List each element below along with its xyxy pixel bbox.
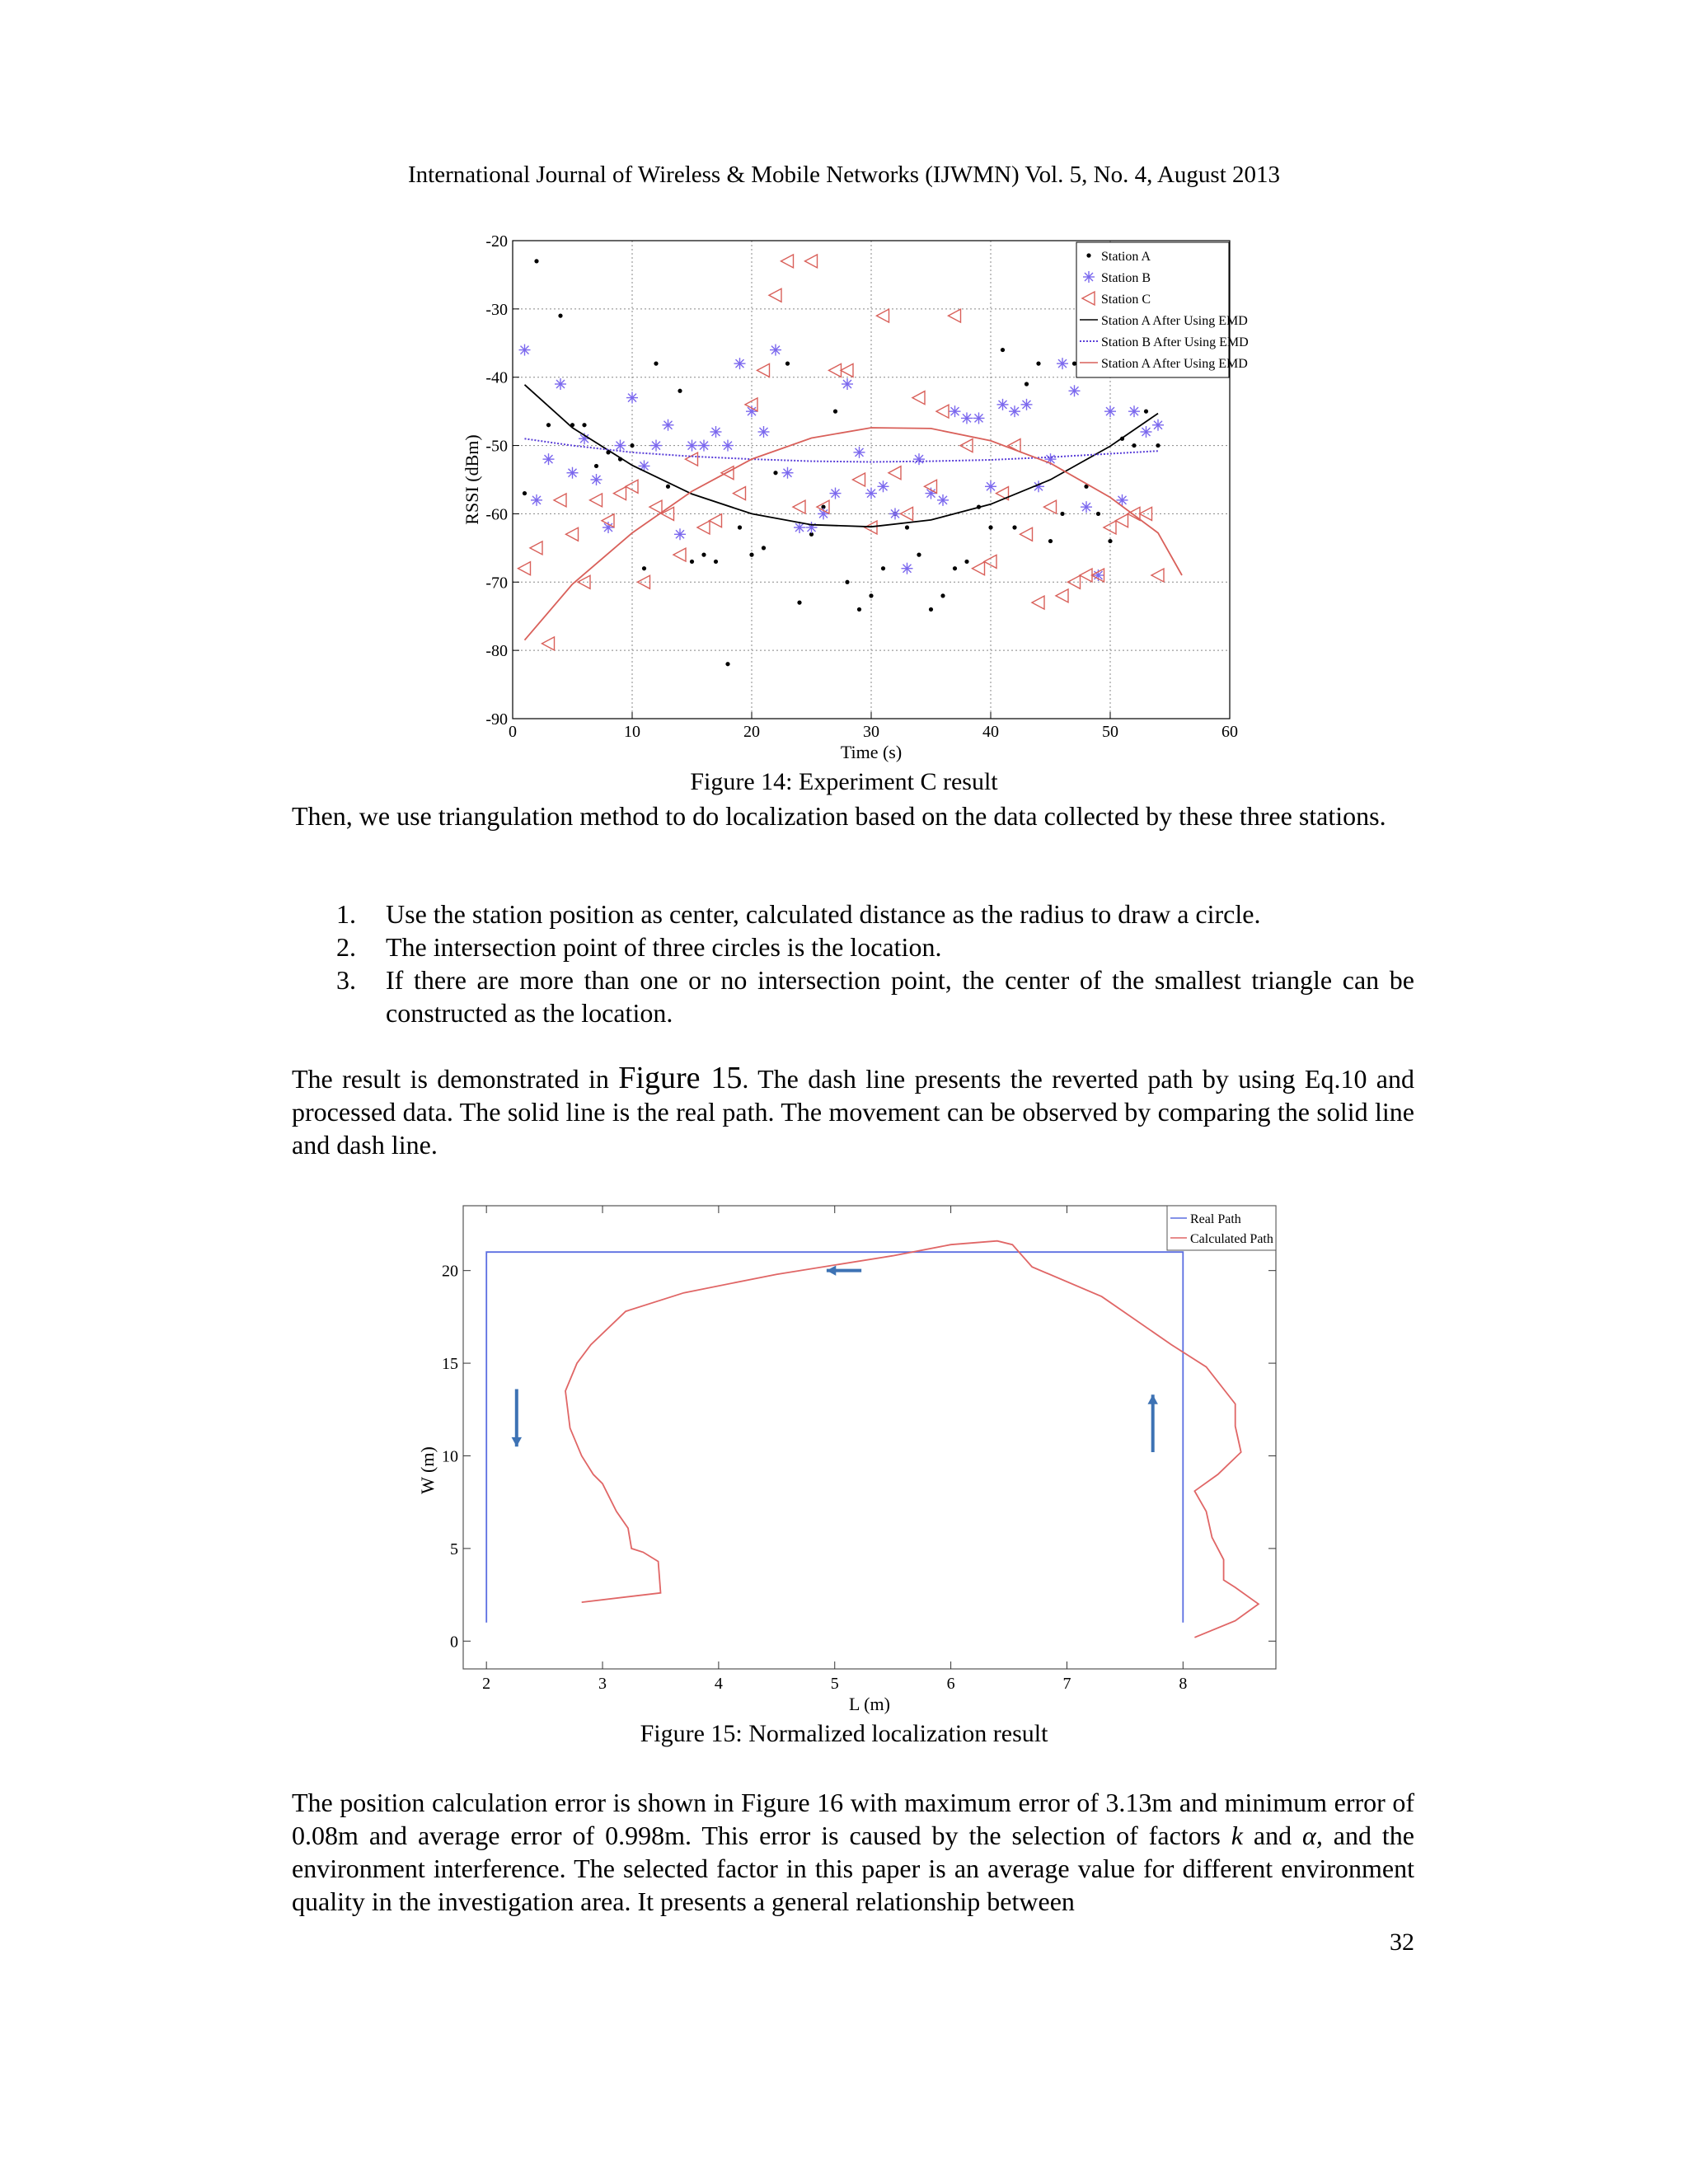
f14-point-station-c xyxy=(530,541,542,555)
f14-emd-line xyxy=(525,385,1159,527)
f14-point-station-b xyxy=(961,412,973,424)
f14-point-station-a xyxy=(1036,362,1040,366)
f14-x-axis-label: Time (s) xyxy=(840,742,903,762)
para3-part3: and the environment interference. The selected factor in this paper is an average value for different environment quality in the investigation area. It presents a general relationship between xyxy=(292,1821,1415,1916)
f14-tick-label-x: 50 xyxy=(1102,723,1118,741)
f14-point-station-a xyxy=(785,362,790,366)
f15-legend-label: Calculated Path xyxy=(1190,1232,1273,1246)
f15-calculated-path-line xyxy=(565,1241,1259,1638)
factor-alpha: α, xyxy=(1302,1821,1323,1850)
f14-point-station-b xyxy=(698,440,710,452)
f14-point-station-c xyxy=(1104,521,1116,534)
f14-point-station-b xyxy=(926,488,937,499)
f15-tick-label-x: 3 xyxy=(598,1675,607,1693)
f14-point-station-b xyxy=(674,528,686,540)
para3-part1: The position calculation error is shown in Figure 16 with maximum error of 3.13m and minimum error of 0.08m and average error of 0.998m. This error is caused by the selection of factors xyxy=(292,1788,1414,1850)
up-arrow-icon xyxy=(1147,1394,1157,1452)
f14-tick-label-x: 30 xyxy=(863,723,879,741)
figure-14-chart xyxy=(445,223,1269,766)
f14-point-station-a xyxy=(690,560,694,564)
f14-point-station-c xyxy=(889,466,901,480)
f14-point-station-c xyxy=(912,391,925,405)
f14-point-station-c xyxy=(793,500,805,513)
f14-point-station-a xyxy=(678,389,682,393)
f14-point-station-b xyxy=(1069,385,1081,396)
f14-point-station-b xyxy=(603,522,614,533)
f14-tick-label-x: 60 xyxy=(1221,723,1238,741)
f14-point-station-a xyxy=(1072,362,1076,366)
f14-tick-label-y: -70 xyxy=(485,574,508,593)
f14-point-station-a xyxy=(773,471,777,475)
paragraph-error xyxy=(292,1786,1414,1918)
f14-point-station-a xyxy=(797,601,801,605)
paragraph-result xyxy=(292,1062,1414,1161)
list-item xyxy=(336,898,1414,930)
f14-point-station-c xyxy=(710,514,722,527)
factor-k: k xyxy=(1231,1821,1243,1850)
list-item xyxy=(336,963,1414,1029)
f14-point-station-a xyxy=(857,607,861,612)
f14-point-station-a xyxy=(630,443,634,448)
f14-point-station-c xyxy=(1080,569,1092,582)
para3-part2: and xyxy=(1242,1821,1303,1850)
f14-point-station-b xyxy=(1104,405,1116,417)
f15-tick-label-y: 5 xyxy=(450,1540,458,1558)
arrow-head xyxy=(512,1437,522,1446)
f14-point-station-a xyxy=(964,560,968,564)
list-number: 3. xyxy=(336,965,356,995)
f14-point-station-b xyxy=(639,460,650,471)
f15-tick-label-y: 10 xyxy=(442,1447,458,1466)
f14-point-station-c xyxy=(649,500,662,513)
f15-legend xyxy=(1167,1206,1276,1250)
f15-tick-label-x: 5 xyxy=(830,1675,839,1693)
f15-marks xyxy=(486,1241,1259,1638)
f15-tick-label-x: 6 xyxy=(946,1675,955,1693)
f14-legend-label: Station A After Using EMD xyxy=(1101,357,1248,371)
f14-point-station-c xyxy=(805,255,818,268)
f14-point-station-b xyxy=(782,467,794,479)
f14-point-station-a xyxy=(1096,512,1100,516)
f14-point-station-a xyxy=(929,607,933,612)
f14-point-station-b xyxy=(710,426,722,438)
list-number: 1. xyxy=(336,899,356,929)
list-item xyxy=(336,930,1414,963)
f14-point-station-a xyxy=(714,560,718,564)
f14-point-station-c xyxy=(936,405,949,418)
f15-tick-label-y: 20 xyxy=(442,1262,458,1281)
figure-15-reference: Figure 15 xyxy=(618,1061,743,1095)
f15-tick-label-y: 0 xyxy=(450,1633,458,1652)
f14-point-station-c xyxy=(853,473,865,486)
f14-point-station-a xyxy=(1144,410,1148,414)
f14-point-station-c xyxy=(769,288,781,302)
f14-point-station-b xyxy=(997,399,1009,410)
f14-point-station-a xyxy=(1025,382,1029,386)
f14-series-3 xyxy=(525,385,1159,527)
f14-point-station-a xyxy=(582,423,586,427)
f14-point-station-a xyxy=(594,464,598,468)
f14-point-station-c xyxy=(1140,507,1152,520)
f14-tick-label-y: -80 xyxy=(485,642,508,661)
f14-point-station-b xyxy=(854,447,865,458)
f14-point-station-b xyxy=(615,440,626,452)
figure-15-caption: Figure 15: Normalized localization result xyxy=(640,1720,1048,1747)
f15-tick-label-x: 4 xyxy=(714,1675,723,1693)
f14-point-station-b xyxy=(626,392,638,404)
f15-real-path-line xyxy=(486,1252,1183,1623)
figure-15-chart xyxy=(412,1199,1294,1718)
f14-point-station-b xyxy=(1057,358,1068,369)
f14-series-0 xyxy=(523,259,1160,666)
f14-legend-symbol xyxy=(1086,253,1090,257)
f14-point-station-c xyxy=(949,309,961,322)
f14-point-station-b xyxy=(950,405,961,417)
f14-point-station-b xyxy=(1152,419,1164,431)
f14-point-station-a xyxy=(953,566,957,570)
list-text: If there are more than one or no intersection point, the center of the smallest triangle can be constructed as the location. xyxy=(386,965,1414,1028)
f14-point-station-a xyxy=(666,485,670,489)
f14-point-station-a xyxy=(869,593,873,598)
f14-point-station-c xyxy=(734,487,746,500)
f14-tick-label-y: -90 xyxy=(485,710,508,729)
f14-tick-label-x: 20 xyxy=(743,723,760,741)
f14-point-station-c xyxy=(590,494,603,507)
f14-point-station-a xyxy=(988,525,992,529)
f14-point-station-a xyxy=(534,259,538,263)
f14-point-station-c xyxy=(638,575,650,588)
f14-point-station-c xyxy=(542,637,555,650)
f14-point-station-c xyxy=(1032,596,1044,609)
f15-tick-label-x: 2 xyxy=(482,1675,491,1693)
f14-point-station-b xyxy=(830,488,842,499)
f14-point-station-b xyxy=(746,405,757,417)
f14-point-station-c xyxy=(614,487,626,500)
f15-y-axis-label: W (m) xyxy=(417,1446,438,1494)
f14-point-station-b xyxy=(531,494,542,506)
f14-point-station-b xyxy=(1128,405,1140,417)
f14-point-station-a xyxy=(833,410,837,414)
f14-point-station-b xyxy=(973,412,985,424)
f14-y-axis-label: RSSI (dBm) xyxy=(462,434,482,525)
f14-point-station-a xyxy=(654,362,658,366)
f14-point-station-a xyxy=(523,491,527,495)
f14-point-station-c xyxy=(662,507,674,520)
f14-point-station-b xyxy=(722,440,734,452)
para2-part1: The result is demonstrated in xyxy=(292,1064,619,1094)
f14-point-station-b xyxy=(567,467,579,479)
f14-point-station-b xyxy=(687,440,698,452)
f15-legend-label: Real Path xyxy=(1190,1212,1241,1226)
f15-x-axis-label: L (m) xyxy=(849,1694,890,1714)
f14-point-station-b xyxy=(519,344,531,356)
paragraph-triangulation-intro: Then, we use triangulation method to do localization based on the data collected by these three stations. xyxy=(292,801,1386,831)
arrow-head xyxy=(1147,1394,1157,1404)
left-arrow-icon xyxy=(827,1265,861,1275)
f14-series-2 xyxy=(518,255,1165,650)
f14-point-station-c xyxy=(686,452,698,466)
f14-legend-label: Station A xyxy=(1101,250,1151,264)
journal-header: International Journal of Wireless & Mobile Networks (IJWMN) Vol. 5, No. 4, August 2013 xyxy=(407,162,1281,188)
f14-point-station-b xyxy=(1141,426,1152,438)
f14-point-station-c xyxy=(1056,589,1068,602)
f15-tick-labels xyxy=(442,1263,1187,1693)
f14-point-station-a xyxy=(642,566,646,570)
f14-point-station-a xyxy=(725,662,729,666)
f14-point-station-c xyxy=(781,255,794,268)
f14-point-station-a xyxy=(905,525,909,529)
f14-point-station-b xyxy=(902,563,913,574)
f14-tick-label-y: -30 xyxy=(485,300,508,319)
f14-point-station-c xyxy=(1044,500,1057,513)
f14-point-station-a xyxy=(558,314,562,318)
f14-series-1 xyxy=(519,344,1165,581)
f14-legend-symbol xyxy=(1083,271,1095,283)
f14-point-station-b xyxy=(543,453,555,465)
f15-direction-arrows xyxy=(512,1265,1158,1452)
f14-point-station-a xyxy=(762,546,766,550)
f14-point-station-a xyxy=(738,525,742,529)
f14-point-station-c xyxy=(566,527,579,541)
f14-point-station-c xyxy=(877,309,889,322)
f14-legend-dot xyxy=(1086,253,1090,257)
f14-point-station-c xyxy=(841,363,853,377)
f14-tick-label-y: -20 xyxy=(485,232,508,251)
figure-14-caption: Figure 14: Experiment C result xyxy=(690,768,998,795)
f14-point-station-b xyxy=(889,508,901,519)
f14-point-station-a xyxy=(917,553,921,557)
f14-legend xyxy=(1076,242,1249,377)
down-arrow-icon xyxy=(512,1390,522,1447)
f14-tick-label-y: -60 xyxy=(485,505,508,524)
f14-point-station-c xyxy=(901,507,913,520)
f14-tick-label-x: 10 xyxy=(624,723,640,741)
f14-point-station-a xyxy=(1001,348,1005,352)
f14-point-station-b xyxy=(913,453,925,465)
f14-point-station-c xyxy=(829,363,842,377)
f14-legend-label: Station B xyxy=(1101,271,1151,285)
f14-point-station-c xyxy=(1151,569,1164,582)
f14-point-station-b xyxy=(555,378,566,390)
f14-point-station-b xyxy=(937,494,949,506)
f14-point-station-b xyxy=(663,419,674,431)
f14-tick-label-y: -40 xyxy=(485,368,508,387)
arrow-head xyxy=(827,1265,836,1275)
f14-point-station-b xyxy=(1117,494,1128,506)
f14-point-station-b xyxy=(650,440,662,452)
f15-tick-label-x: 8 xyxy=(1179,1675,1188,1693)
f14-point-station-b xyxy=(865,488,877,499)
f14-point-station-c xyxy=(554,494,566,507)
list-text: The intersection point of three circles is the location. xyxy=(386,932,942,962)
f14-legend-label: Station B After Using EMD xyxy=(1101,335,1249,349)
f14-tick-label-x: 0 xyxy=(509,723,517,741)
f14-point-station-a xyxy=(1132,443,1136,448)
f14-point-station-c xyxy=(673,548,686,561)
f14-legend-label: Station C xyxy=(1101,293,1151,307)
f14-point-station-c xyxy=(518,562,531,575)
list-number: 2. xyxy=(336,932,356,962)
f14-point-station-a xyxy=(845,580,849,584)
f14-point-station-a xyxy=(940,593,945,598)
f14-point-station-a xyxy=(1060,512,1064,516)
f14-point-station-c xyxy=(626,480,638,493)
f14-tick-label-x: 40 xyxy=(982,723,999,741)
f14-point-station-c xyxy=(1116,514,1128,527)
f15-tick-label-x: 7 xyxy=(1062,1675,1071,1693)
f14-point-station-b xyxy=(591,474,603,485)
f14-point-station-c xyxy=(697,521,710,534)
f14-tick-label-y: -50 xyxy=(485,437,508,456)
f14-point-station-a xyxy=(1108,539,1112,543)
f14-point-station-b xyxy=(1081,501,1092,513)
f14-point-station-b xyxy=(818,508,829,519)
f14-point-station-b xyxy=(842,378,853,390)
page-number: 32 xyxy=(1390,1929,1414,1956)
f14-point-station-c xyxy=(1020,527,1033,541)
f14-point-station-a xyxy=(881,566,885,570)
f14-point-station-b xyxy=(734,358,746,369)
f14-point-station-a xyxy=(1012,525,1016,529)
f14-point-station-b xyxy=(1009,405,1020,417)
f14-point-station-b xyxy=(1021,399,1033,410)
f14-point-station-a xyxy=(749,553,753,557)
f14-point-station-c xyxy=(757,363,770,377)
f14-point-station-a xyxy=(701,553,706,557)
f14-point-station-b xyxy=(878,480,889,492)
f14-point-station-a xyxy=(1156,443,1160,448)
f14-point-station-b xyxy=(985,480,996,492)
f14-legend-label: Station A After Using EMD xyxy=(1101,314,1248,328)
f14-point-station-a xyxy=(1048,539,1053,543)
steps-list xyxy=(336,898,1414,1029)
f14-point-station-b xyxy=(758,426,770,438)
f14-legend-star xyxy=(1083,271,1095,283)
f14-point-station-c xyxy=(973,562,985,575)
list-text: Use the station position as center, calculated distance as the radius to draw a circle. xyxy=(386,899,1261,929)
para2-part2: . The dash line presents the reverted path by using Eq.10 and processed data. The solid line is the real path. The movement can be observed by comparing the solid line and dash line. xyxy=(292,1064,1415,1160)
f14-point-station-a xyxy=(546,423,551,427)
f15-tick-label-y: 15 xyxy=(442,1355,458,1374)
f14-point-station-b xyxy=(770,344,781,356)
